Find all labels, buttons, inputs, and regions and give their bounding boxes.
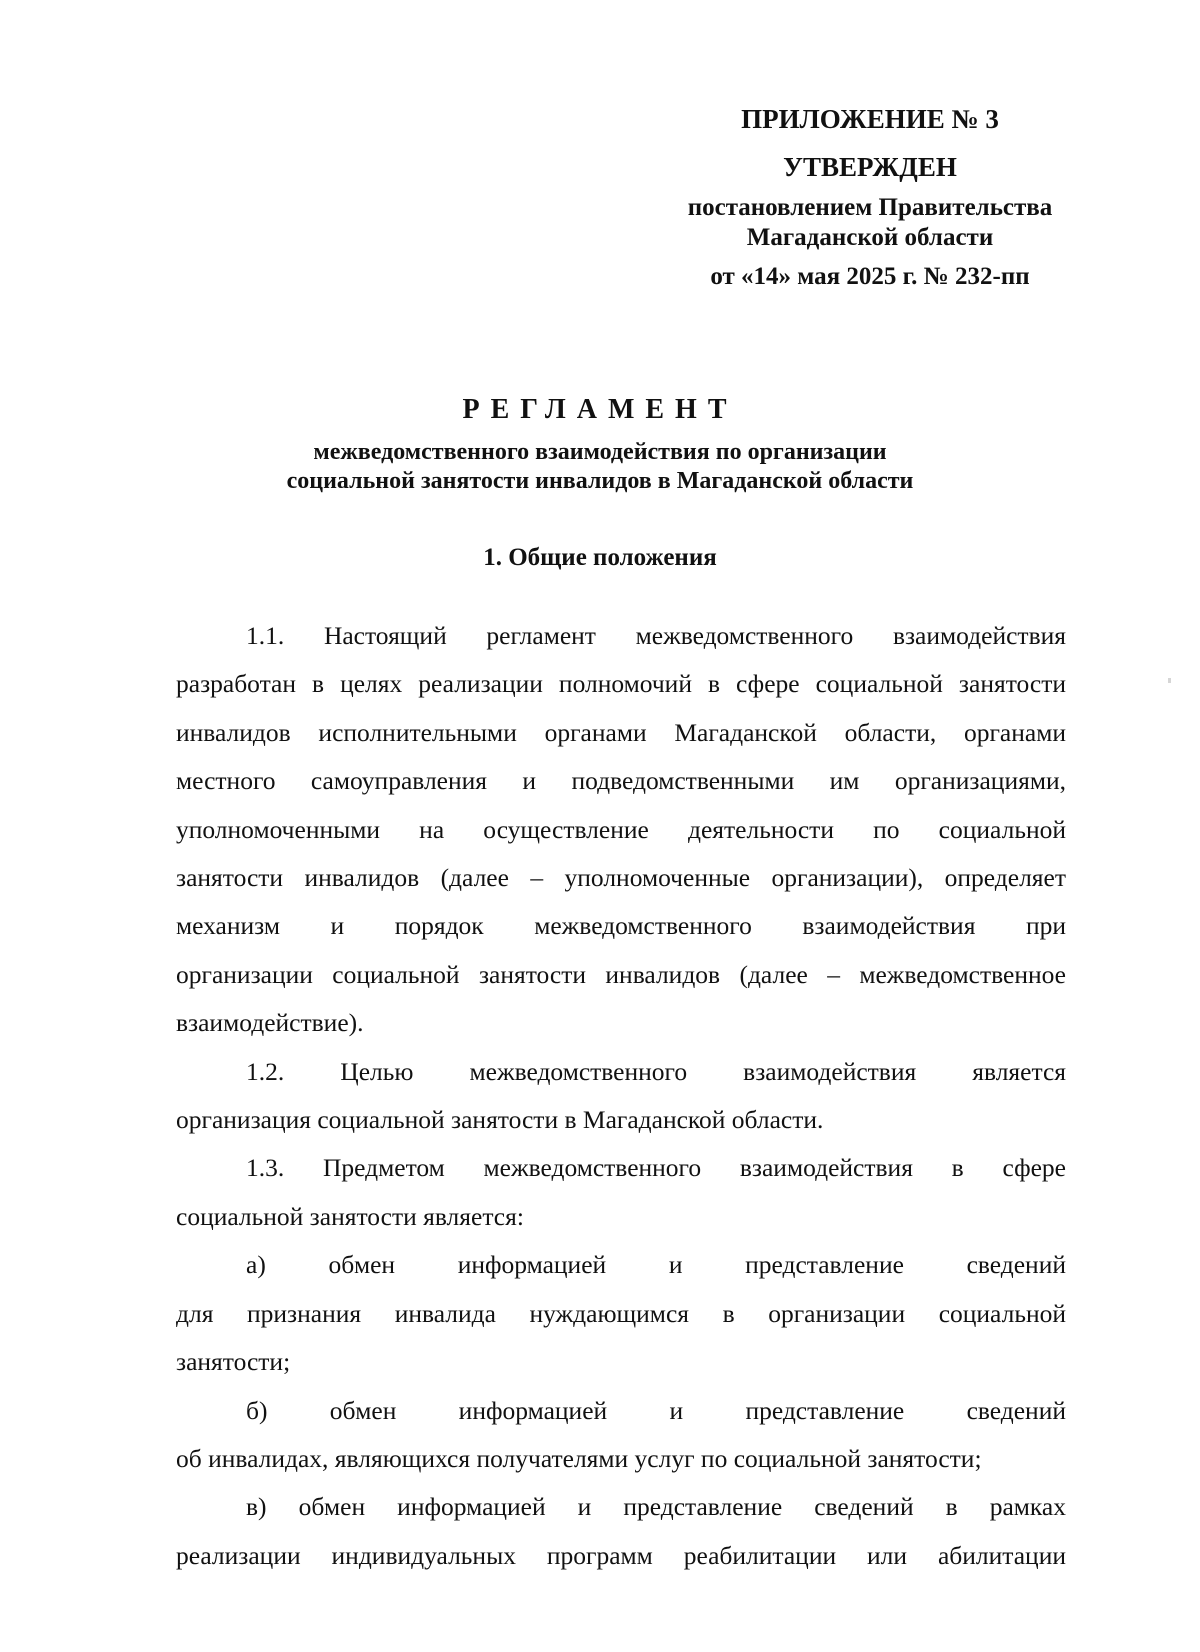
body-line: разработан в целях реализации полномочий в сфере социальной занятости (176, 669, 1066, 699)
body-line: местного самоуправления и подведомственными им организациями, (176, 766, 1066, 796)
subtitle-line-2: социальной занятости инвалидов в Магаданской области (286, 468, 914, 494)
body-line: 1.1. Настоящий регламент межведомственного взаимодействия (246, 621, 1066, 650)
decree-reference (560, 193, 1180, 253)
subtitle-line-1: межведомственного взаимодействия по организации (313, 439, 887, 465)
body-line: инвалидов исполнительными органами Магаданской области, органами (176, 717, 1066, 747)
body-line: организация социальной занятости в Магаданской области. (176, 1105, 824, 1135)
list-item-c: в) обмен информацией и представление сведений в рамках (246, 1492, 1066, 1522)
body-line: механизм и порядок межведомственного взаимодействия при (176, 911, 1066, 941)
body-line: 1.3. Предметом межведомственного взаимодействия в сфере (246, 1153, 1066, 1183)
document-body (176, 612, 1066, 1580)
list-item-b: б) обмен информацией и представление сведений (246, 1395, 1066, 1425)
scan-mark (1168, 678, 1171, 683)
body-line: занятости; (176, 1347, 291, 1377)
body-line: реализации индивидуальных программ реабилитации или абилитации (176, 1540, 1066, 1570)
section-heading: 1. Общие положения (483, 544, 717, 571)
approved-label: УТВЕРЖДЕН (783, 152, 957, 182)
body-line: организации социальной занятости инвалидов (далее – межведомственное (176, 959, 1066, 989)
body-line: 1.2. Целью межведомственного взаимодействия является (246, 1056, 1066, 1086)
document-title: РЕГЛАМЕНТ (462, 394, 738, 425)
appendix-number: ПРИЛОЖЕНИЕ № 3 (741, 104, 999, 134)
body-line: уполномоченными на осуществление деятельности по социальной (176, 814, 1066, 844)
body-line: занятости инвалидов (далее – уполномоченные организации), определяет (176, 863, 1066, 893)
decree-line-2: Магаданской области (746, 224, 994, 251)
document-subtitle (0, 438, 1200, 496)
body-line: об инвалидах, являющихся получателями услуг по социальной занятости; (176, 1443, 982, 1473)
decree-date: от «14» мая 2025 г. № 232-пп (710, 263, 1030, 290)
body-line: для признания инвалида нуждающимся в организации социальной (176, 1298, 1066, 1328)
body-line: взаимодействие). (176, 1008, 364, 1038)
body-line: социальной занятости является: (176, 1201, 524, 1231)
list-item-a: а) обмен информацией и представление сведений (246, 1250, 1066, 1280)
decree-line-1: постановлением Правительства (687, 194, 1053, 221)
